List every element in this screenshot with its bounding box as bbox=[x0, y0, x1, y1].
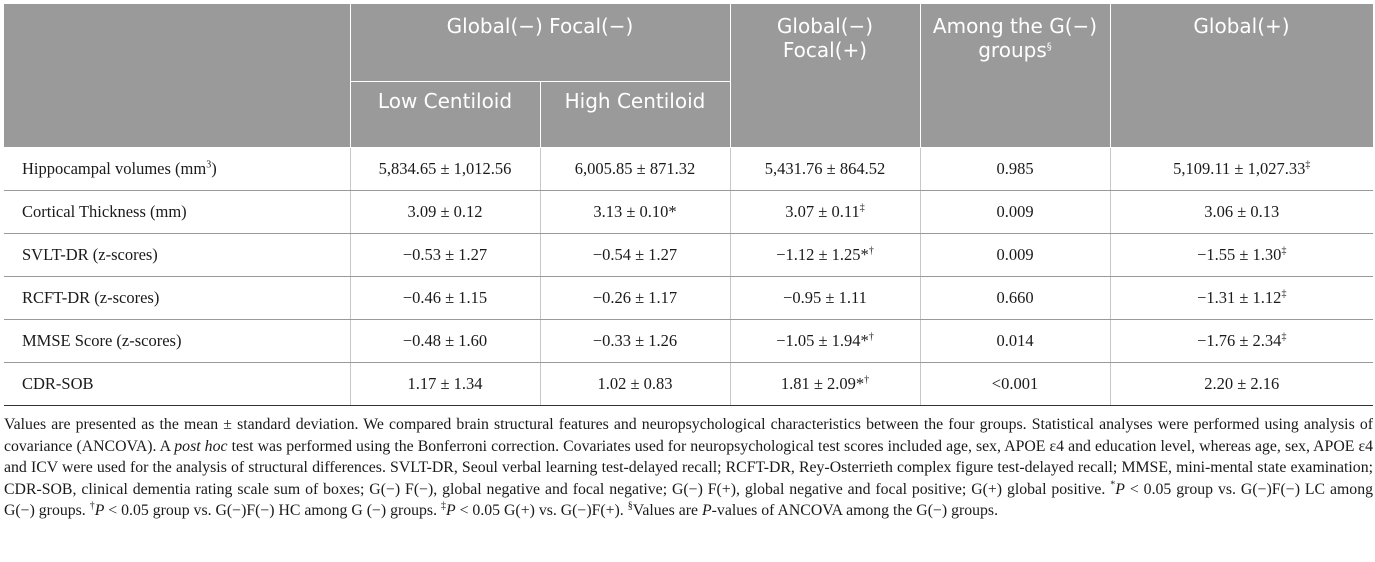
cell-value: 3.06 ± 0.13 bbox=[1204, 202, 1280, 221]
section-mark: § bbox=[1046, 41, 1052, 53]
table-cell bbox=[730, 234, 920, 277]
cell-value: 3.09 ± 0.12 bbox=[407, 202, 483, 221]
footnote-text: < 0.05 group vs. G(−)F(−) LC among G(−) groups. bbox=[4, 480, 1373, 519]
table-row bbox=[4, 363, 1373, 406]
table-cell bbox=[1110, 148, 1373, 191]
cell-value: −0.48 ± 1.60 bbox=[402, 331, 488, 350]
table-header bbox=[4, 4, 1373, 148]
cell-footnote-mark: † bbox=[868, 331, 874, 343]
footnote-text: < 0.05 group vs. G(−)F(−) HC among G (−) groups. bbox=[104, 502, 441, 519]
table-cell bbox=[730, 191, 920, 234]
header-corner bbox=[4, 4, 350, 148]
table-cell bbox=[730, 277, 920, 320]
table-cell bbox=[920, 320, 1110, 363]
footnote-p: P bbox=[94, 502, 105, 519]
row-label-text: RCFT-DR (z-scores) bbox=[22, 288, 160, 307]
footnote-p: P bbox=[702, 502, 712, 519]
table-cell bbox=[920, 277, 1110, 320]
cell-value: −1.55 ± 1.30 bbox=[1197, 245, 1282, 264]
cell-value: −0.53 ± 1.27 bbox=[402, 245, 488, 264]
cell-footnote-mark: † bbox=[864, 374, 870, 386]
header-global-neg-focal-pos: Global(−) Focal(+) bbox=[730, 4, 920, 148]
table-cell bbox=[540, 277, 730, 320]
table-cell bbox=[540, 191, 730, 234]
table-cell bbox=[1110, 363, 1373, 406]
cell-value: −0.46 ± 1.15 bbox=[402, 288, 488, 307]
cell-value: −1.31 ± 1.12 bbox=[1197, 288, 1282, 307]
footnote-text: Values are bbox=[632, 502, 703, 519]
cell-value: 5,109.11 ± 1,027.33 bbox=[1173, 159, 1306, 178]
cell-footnote-mark: † bbox=[868, 245, 874, 257]
cell-value: 2.20 ± 2.16 bbox=[1204, 374, 1280, 393]
table-cell bbox=[540, 148, 730, 191]
row-label bbox=[4, 234, 350, 277]
footnote-text: test was performed using the Bonferroni correction. Covariates used for neuropsychological test scores included age, sex, APOE ε4 and education level, whereas age, sex, APOE ε4 and ICV were used for the analysis of structural differences. SVLT-DR, Seoul verbal learning test-delayed recall; RCFT-DR, Rey-Osterrieth complex figure test-delayed recall; MMSE, mini-mental state examination; CDR-SOB, clinical dementia rating scale sum of boxes; G(−) F(−), global negative and focal negative; G(−) F(+), global negative and focal positive; G(+) global positive. bbox=[4, 437, 1373, 498]
footnote-italic: post hoc bbox=[174, 437, 228, 455]
cell-value: −1.76 ± 2.34 bbox=[1197, 331, 1282, 350]
cell-value: −1.12 ± 1.25* bbox=[776, 245, 869, 264]
cell-value: −0.95 ± 1.11 bbox=[783, 288, 867, 307]
table-row bbox=[4, 320, 1373, 363]
cell-footnote-mark: ‡ bbox=[859, 202, 865, 214]
header-among-groups bbox=[920, 4, 1110, 148]
row-label bbox=[4, 277, 350, 320]
cell-value: 5,431.76 ± 864.52 bbox=[764, 159, 886, 178]
table-container bbox=[4, 3, 1373, 522]
footnote-p: P bbox=[445, 502, 456, 519]
table-cell bbox=[920, 191, 1110, 234]
cell-value: 6,005.85 ± 871.32 bbox=[574, 159, 696, 178]
table-cell bbox=[920, 363, 1110, 406]
table-row bbox=[4, 191, 1373, 234]
row-label-text: MMSE Score (z-scores) bbox=[22, 331, 182, 350]
header-global-pos: Global(+) bbox=[1110, 4, 1373, 148]
table-cell bbox=[540, 320, 730, 363]
table-body bbox=[4, 148, 1373, 406]
table-cell bbox=[350, 277, 540, 320]
footnote-p: P bbox=[1115, 480, 1125, 498]
table-cell bbox=[730, 320, 920, 363]
table-cell bbox=[1110, 320, 1373, 363]
row-label-superscript: 3 bbox=[206, 159, 212, 171]
table-row bbox=[4, 277, 1373, 320]
table-cell bbox=[1110, 191, 1373, 234]
footnote-mark: § bbox=[627, 500, 633, 512]
cell-value: 1.17 ± 1.34 bbox=[407, 374, 483, 393]
cell-value: 0.985 bbox=[996, 159, 1034, 178]
table-cell bbox=[350, 148, 540, 191]
table-cell bbox=[350, 234, 540, 277]
footnote-mark: † bbox=[89, 500, 95, 512]
row-label-text: Hippocampal volumes (mm bbox=[22, 159, 207, 178]
cell-footnote-mark: ‡ bbox=[1281, 288, 1287, 300]
cell-value: −0.54 ± 1.27 bbox=[592, 245, 678, 264]
header-global-neg-focal-neg: Global(−) Focal(−) bbox=[350, 4, 730, 82]
cell-value: −0.26 ± 1.17 bbox=[592, 288, 678, 307]
cell-value: <0.001 bbox=[991, 374, 1039, 393]
table-cell bbox=[540, 234, 730, 277]
header-high-centiloid: High Centiloid bbox=[540, 82, 730, 148]
row-label-text: CDR-SOB bbox=[22, 374, 94, 393]
row-label bbox=[4, 191, 350, 234]
row-label-text: Cortical Thickness (mm) bbox=[22, 202, 187, 221]
footnote-text: -values of ANCOVA among the G(−) groups. bbox=[711, 502, 999, 519]
results-table bbox=[4, 3, 1374, 406]
table-row bbox=[4, 234, 1373, 277]
cell-value: −0.33 ± 1.26 bbox=[592, 331, 678, 350]
row-label bbox=[4, 363, 350, 406]
table-cell bbox=[920, 234, 1110, 277]
table-cell bbox=[350, 191, 540, 234]
cell-footnote-mark: ‡ bbox=[1281, 245, 1287, 257]
header-among-groups-text: Among the G(−) groups bbox=[932, 14, 1098, 62]
table-cell bbox=[920, 148, 1110, 191]
cell-value: 3.13 ± 0.10* bbox=[593, 202, 677, 221]
table-cell bbox=[350, 320, 540, 363]
cell-value: 3.07 ± 0.11 bbox=[785, 202, 860, 221]
cell-value: −1.05 ± 1.94* bbox=[776, 331, 869, 350]
table-cell bbox=[540, 363, 730, 406]
table-cell bbox=[1110, 234, 1373, 277]
cell-value: 1.02 ± 0.83 bbox=[597, 374, 673, 393]
cell-value: 0.009 bbox=[996, 245, 1034, 264]
table-cell bbox=[730, 363, 920, 406]
cell-value: 0.660 bbox=[996, 288, 1034, 307]
cell-value: 1.81 ± 2.09* bbox=[780, 374, 865, 393]
cell-value: 0.014 bbox=[996, 331, 1034, 350]
header-low-centiloid: Low Centiloid bbox=[350, 82, 540, 148]
footnote-text: < 0.05 G(+) vs. G(−)F(+). bbox=[455, 502, 628, 519]
cell-value: 0.009 bbox=[996, 202, 1034, 221]
footnote-text: Values are presented as the mean ± standard deviation. We compared brain structural features and neuropsychological characteristics between the four groups. Statistical analyses were performed using analysis of covariance (ANCOVA). A bbox=[4, 416, 1373, 455]
table-footnote bbox=[4, 414, 1373, 522]
row-label bbox=[4, 148, 350, 191]
row-label-suffix: ) bbox=[211, 159, 217, 178]
table-cell bbox=[730, 148, 920, 191]
cell-footnote-mark: ‡ bbox=[1305, 159, 1311, 171]
footnote-mark: ‡ bbox=[440, 500, 446, 512]
cell-footnote-mark: ‡ bbox=[1281, 331, 1287, 343]
table-cell bbox=[350, 363, 540, 406]
table-cell bbox=[1110, 277, 1373, 320]
cell-value: 5,834.65 ± 1,012.56 bbox=[378, 159, 512, 178]
table-row bbox=[4, 148, 1373, 191]
row-label bbox=[4, 320, 350, 363]
row-label-text: SVLT-DR (z-scores) bbox=[22, 245, 158, 264]
footnote-mark: * bbox=[1110, 479, 1116, 491]
